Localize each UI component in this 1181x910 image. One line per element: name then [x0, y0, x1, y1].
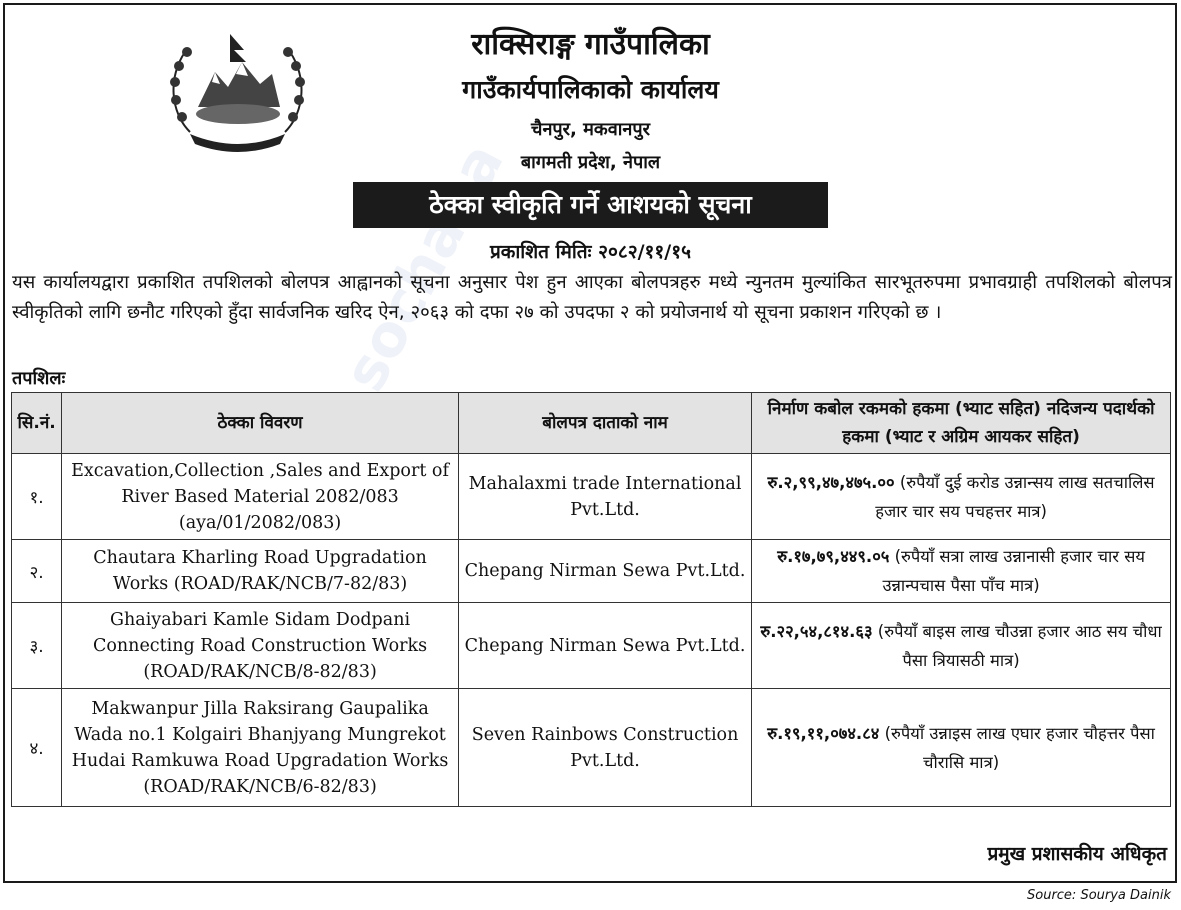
notice-title: ठेक्का स्वीकृति गर्ने आशयको सूचना — [353, 182, 828, 228]
source-credit: Source: Sourya Dainik — [1027, 888, 1171, 903]
row-amount-cell — [752, 603, 1171, 689]
table-row — [12, 454, 1171, 540]
header-amount: निर्माण कबोल रकमको हकमा (भ्याट सहित) नदिजन्य पदार्थको हकमा (भ्याट र अग्रिम आयकर सहित) — [752, 393, 1171, 454]
row-bidder: Mahalaxmi trade International Pvt.Ltd. — [458, 454, 751, 540]
table-row — [12, 603, 1171, 689]
row-sn: ३. — [12, 603, 62, 689]
office-province: बागमती प्रदेश, नेपाल — [520, 152, 661, 173]
row-description: Chautara Kharling Road Upgradation Works (ROAD/RAK/NCB/7-82/83) — [62, 540, 459, 603]
table-row — [12, 540, 1171, 603]
watermark: sochana — [330, 131, 517, 402]
row-description: Excavation,Collection ,Sales and Export of River Based Material 2082/083 (aya/01/2082/083) — [62, 454, 459, 540]
office-name: गाउँकार्यपालिकाको कार्यालय — [462, 75, 719, 104]
header-sn: सि.नं. — [12, 393, 62, 454]
row-amount: रु.२२,५४,८१४.६३ — [760, 621, 873, 641]
notice-paragraph: यस कार्यालयद्वारा प्रकाशित तपशिलको बोलपत्र आह्वानको सूचना अनुसार पेश हुन आएका बोलपत्रहरु मध्ये न्युनतम मुल्यांकित सारभूतरुपमा प्रभावग्राही तपशिलको बोलपत्र स्वीकृतिको लागि छनौट गरिएको हुँदा सार्वजनिक खरिद ऐन, २०६३ को दफा २७ को उपदफा २ को प्रयोजनार्थ यो सूचना प्रकाशन गरिएको छ । — [12, 272, 1172, 323]
row-amount: रु.१७,७९,४४९.०५ — [777, 547, 890, 566]
row-amount-cell — [752, 540, 1171, 603]
row-amount-words: (रुपैयाँ दुई करोड उन्नान्सय लाख सतचालिस हजार चार सय पचहत्तर मात्र) — [875, 472, 1155, 521]
row-amount: रु.२,९९,४७,४७५.०० — [767, 472, 895, 492]
municipality-name: राक्सिराङ्ग गाउँपालिका — [471, 27, 710, 62]
row-amount-words: (रुपैयाँ सत्रा लाख उन्नानासी हजार चार सय उन्नान्पचास पैसा पाँच मात्र) — [882, 547, 1145, 595]
row-amount-words: (रुपैयाँ उन्नाइस लाख एघार हजार चौहत्तर पैसा चौरासि मात्र) — [884, 723, 1155, 772]
table-header-row — [12, 393, 1171, 454]
header-bidder: बोलपत्र दाताको नाम — [458, 393, 751, 454]
published-date: प्रकाशित मितिः २०८२/११/१५ — [489, 241, 692, 263]
row-sn: ४. — [12, 689, 62, 807]
tender-table — [11, 392, 1171, 807]
office-address: चैनपुर, मकवानपुर — [531, 119, 650, 140]
row-amount-words: (रुपैयाँ बाइस लाख चौउन्ना हजार आठ सय चौधा पैसा त्रियासठी मात्र) — [877, 621, 1162, 670]
row-sn: २. — [12, 540, 62, 603]
row-amount: रु.१९,११,०७४.८४ — [767, 723, 880, 743]
row-sn: १. — [12, 454, 62, 540]
row-bidder: Chepang Nirman Sewa Pvt.Ltd. — [458, 603, 751, 689]
row-description: Makwanpur Jilla Raksirang Gaupalika Wada no.1 Kolgairi Bhanjyang Mungrekot Hudai Ramkuwa Road Upgradation Works (ROAD/RAK/NCB/6-82/83) — [62, 689, 459, 807]
row-amount-cell — [752, 454, 1171, 540]
header-description: ठेक्का विवरण — [62, 393, 459, 454]
table-row — [12, 689, 1171, 807]
row-bidder: Chepang Nirman Sewa Pvt.Ltd. — [458, 540, 751, 603]
row-amount-cell — [752, 689, 1171, 807]
row-description: Ghaiyabari Kamle Sidam Dodpani Connecting Road Construction Works (ROAD/RAK/NCB/8-82/83) — [62, 603, 459, 689]
table-label: तपशिलः — [12, 368, 66, 389]
signatory: प्रमुख प्रशासकीय अधिकृत — [987, 843, 1167, 865]
row-bidder: Seven Rainbows Construction Pvt.Ltd. — [458, 689, 751, 807]
